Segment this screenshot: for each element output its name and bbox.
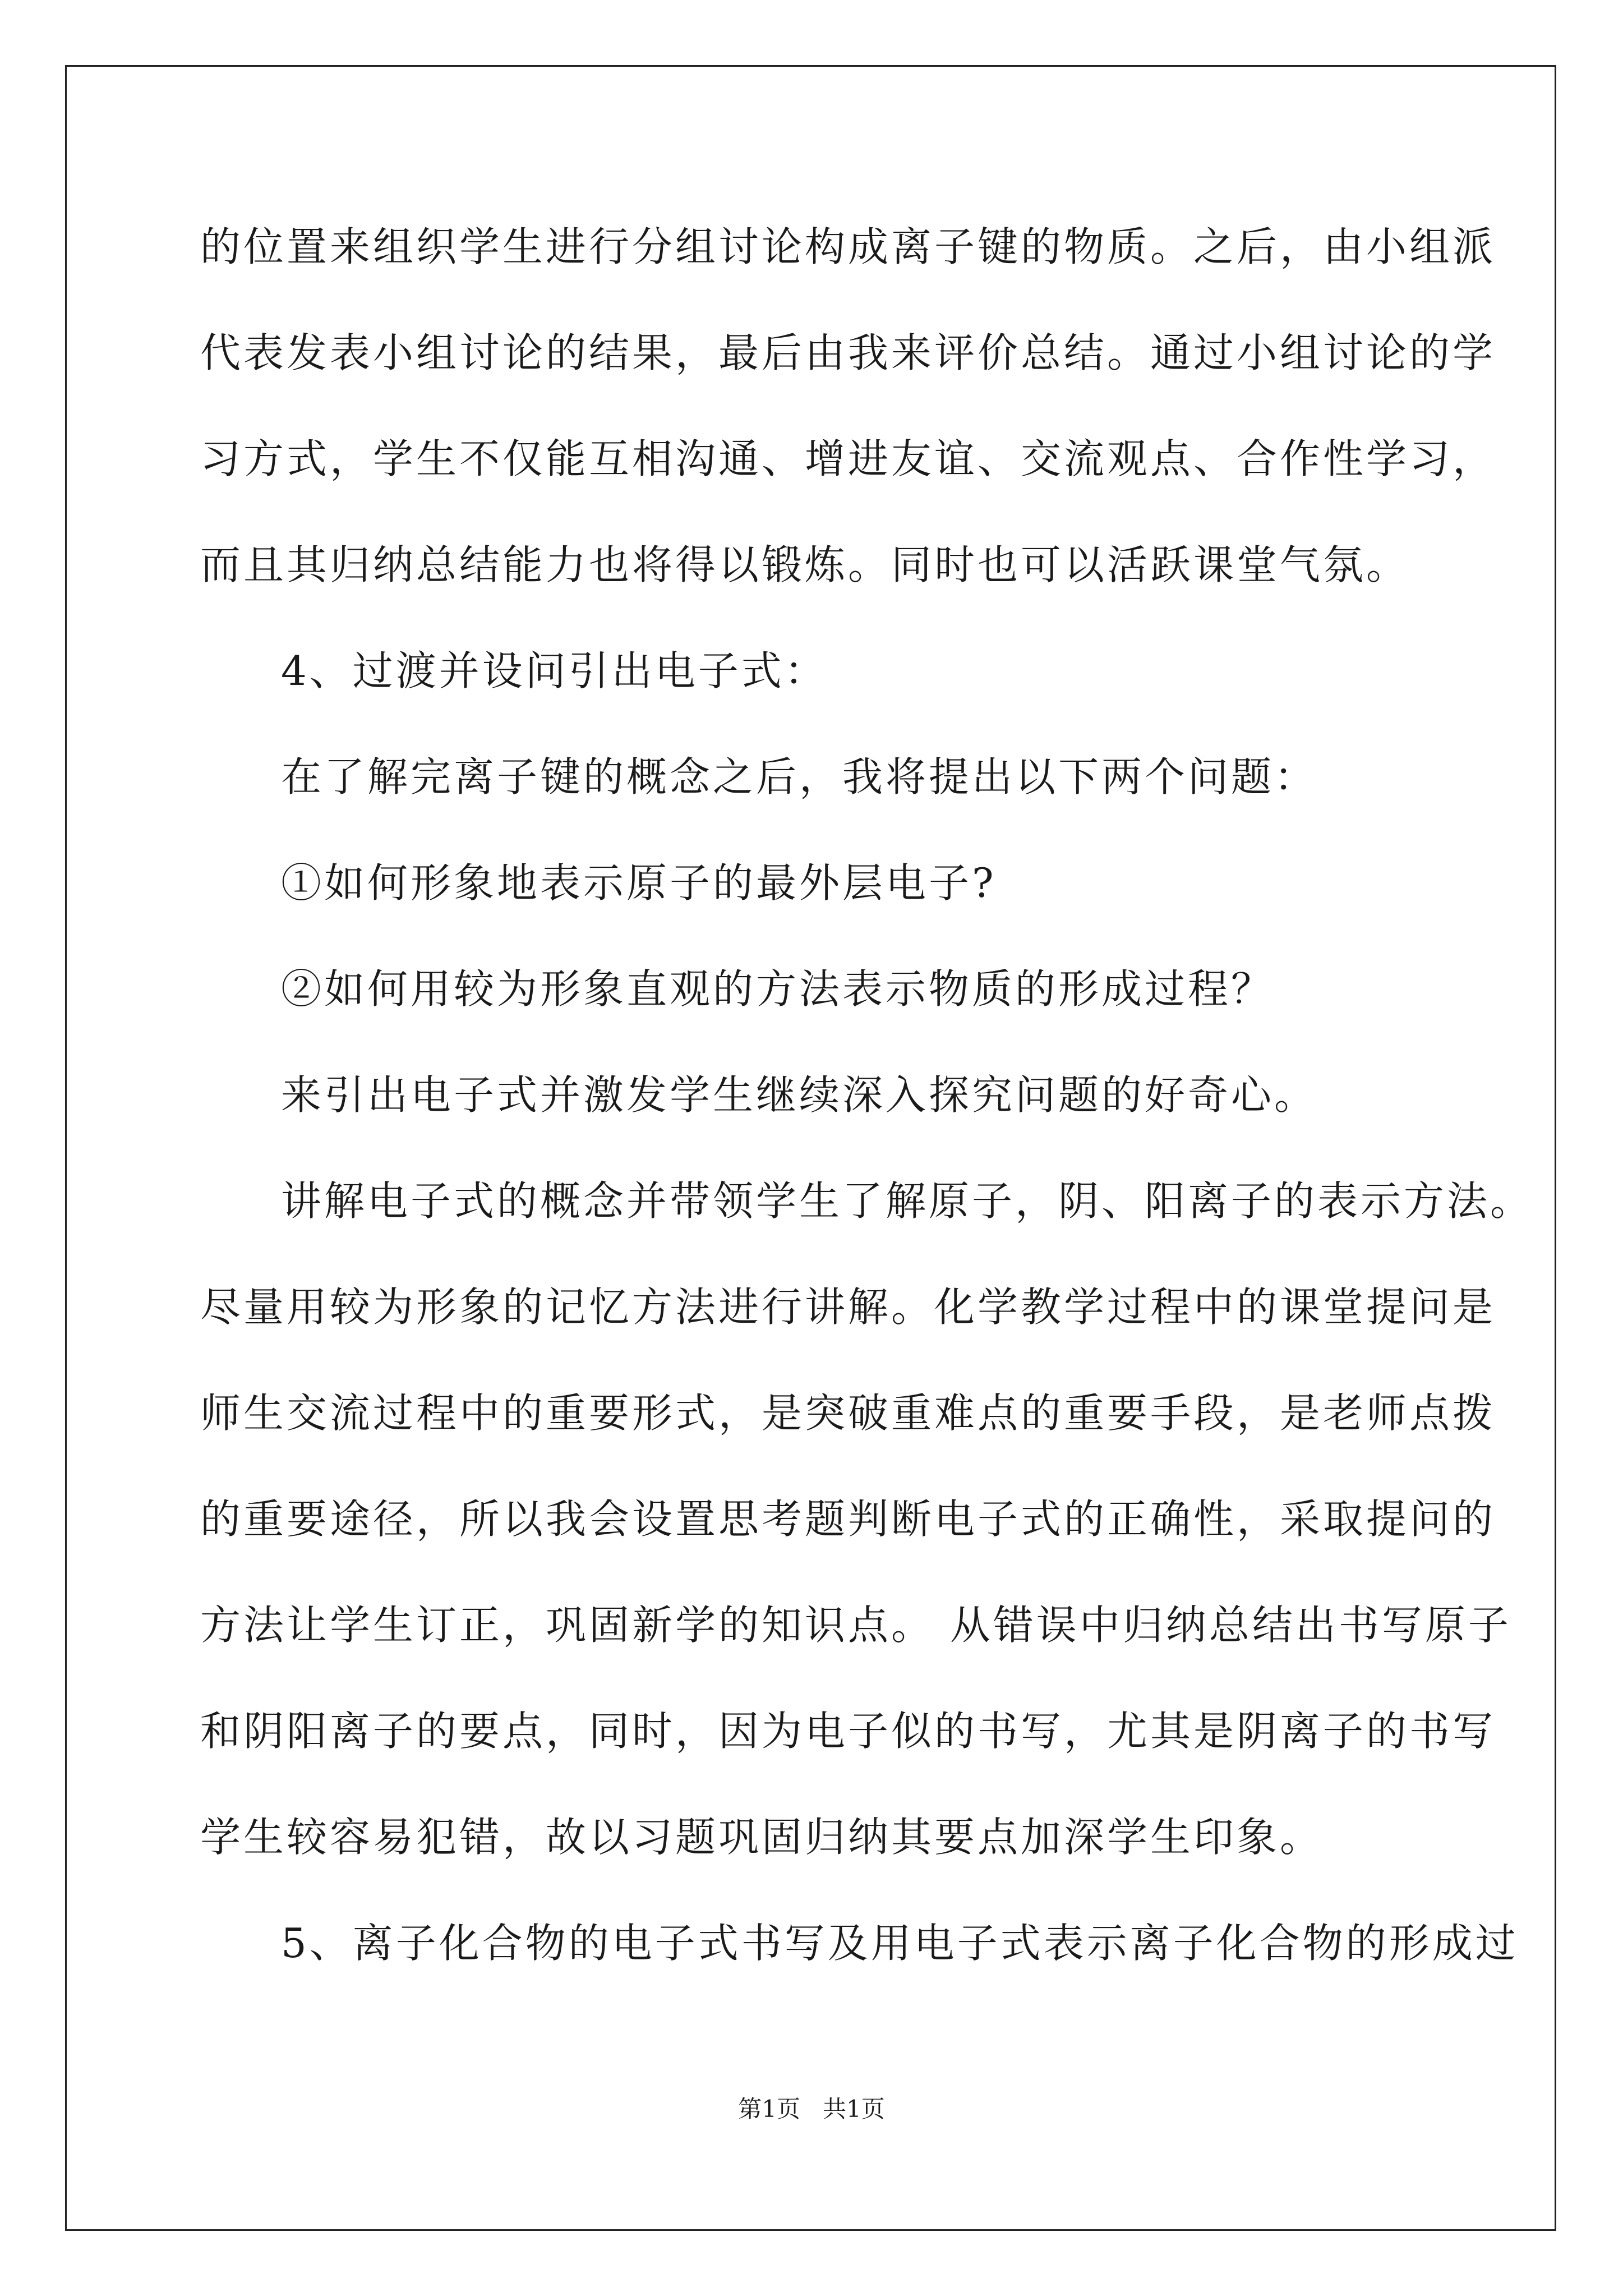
question-line: ②如何用较为形象直观的方法表示物质的形成过程？: [281, 965, 1275, 1013]
section-heading: 4、过渡并设问引出电子式：: [281, 647, 828, 694]
text-line: 尽量用较为形象的记忆方法进行讲解。化学教学过程中的课堂提问是: [200, 1283, 1496, 1331]
text-line: 学生较容易犯错，故以习题巩固归纳其要点加深学生印象。: [200, 1814, 1324, 1861]
section-heading: 5、离子化合物的电子式书写及用电子式表示离子化合物的形成过: [281, 1920, 1519, 1967]
text-line: 来引出电子式并激发学生继续深入探究问题的好奇心。: [281, 1071, 1318, 1119]
text-line: 代表发表小组讨论的结果，最后由我来评价总结。通过小组讨论的学: [200, 329, 1496, 376]
text-line: 师生交流过程中的重要形式，是突破重难点的重要手段，是老师点拨: [200, 1389, 1496, 1437]
text-line: 方法让学生订正，巩固新学的知识点。 从错误中归纳总结出书写原子: [200, 1602, 1511, 1649]
question-line: ①如何形象地表示原子的最外层电子?: [281, 859, 997, 907]
page-number-footer: 第1页 共1页: [738, 2095, 885, 2123]
text-line: 习方式，学生不仅能互相沟通、增进友谊、交流观点、合作性学习，: [200, 435, 1496, 482]
text-line: 的重要途径，所以我会设置思考题判断电子式的正确性，采取提问的: [200, 1496, 1496, 1543]
text-line: 在了解完离子键的概念之后，我将提出以下两个问题：: [281, 753, 1318, 800]
text-line: 和阴阳离子的要点，同时，因为电子似的书写，尤其是阴离子的书写: [200, 1708, 1496, 1755]
text-line: 的位置来组织学生进行分组讨论构成离子键的物质。之后，由小组派: [200, 223, 1496, 270]
page-border: [65, 65, 1556, 2231]
text-line: 讲解电子式的概念并带领学生了解原子，阴、阳离子的表示方法。: [281, 1177, 1534, 1225]
text-line: 而且其归纳总结能力也将得以锻炼。同时也可以活跃课堂气氛。: [200, 541, 1410, 588]
